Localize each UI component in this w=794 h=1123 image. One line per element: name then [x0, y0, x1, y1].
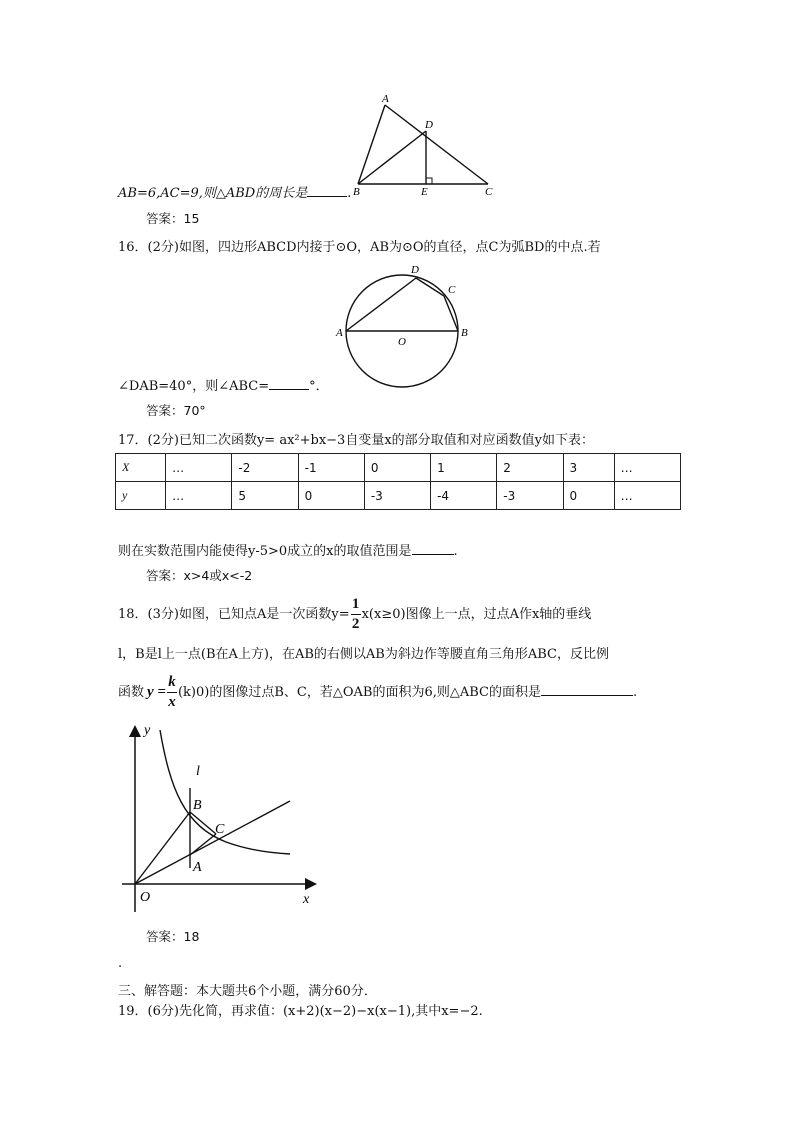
- q18-label-x: x: [303, 892, 310, 907]
- section3-heading: 三、解答题：本大题共6个小题，满分60分．: [118, 984, 377, 999]
- table-cell: …: [166, 482, 232, 510]
- table-cell: -3: [364, 482, 430, 510]
- q18-label-l: l: [196, 764, 200, 779]
- q18-label-A: A: [193, 860, 202, 875]
- q17-question-end: .: [453, 544, 458, 559]
- q18-fraction-k-over-x: [167, 675, 177, 710]
- table-cell: 0: [298, 482, 364, 510]
- table-cell: y: [116, 482, 166, 510]
- q16-line2-b: °．: [309, 379, 329, 394]
- q17-value-table: [115, 453, 681, 510]
- q18-line1-a: 18．(3分)如图，已知点A是一次函数y=: [118, 607, 350, 622]
- q16-answer-blank: [269, 377, 309, 390]
- q18-label-B: B: [193, 798, 202, 813]
- q18-fraction-half: [351, 597, 361, 632]
- q19-stem: 19．(6分)先化简，再求值：(x+2)(x−2)−x(x−1),其中x=−2.: [118, 1004, 483, 1019]
- q18-answer: 答案：18: [146, 929, 200, 944]
- q17-question: 则在实数范围内能使得y-5>0成立的x的取值范围是: [118, 544, 412, 559]
- table-cell: -1: [298, 454, 364, 482]
- q18-line3-end: .: [632, 685, 638, 700]
- table-cell: X: [116, 454, 166, 482]
- q15-answer-blank: [307, 184, 347, 197]
- q18-line3-b: (k)0)的图像过点B、C，若△OAB的面积为6,则△ABC的面积是: [177, 685, 541, 700]
- q18-line3: [118, 675, 637, 710]
- q15-label-C: C: [485, 186, 493, 198]
- table-cell: 0: [563, 482, 614, 510]
- q16-circle-figure: [335, 257, 475, 392]
- table-row: [116, 482, 681, 510]
- q16-label-O: O: [398, 336, 406, 348]
- q18-frac2-num: k: [168, 674, 176, 690]
- table-cell: 3: [563, 454, 614, 482]
- q16-line2-a: ∠DAB=40°，则∠ABC=: [118, 379, 270, 394]
- table-cell: -2: [232, 454, 298, 482]
- q15-label-D: D: [425, 119, 433, 131]
- q17-stem: 17．(2分)已知二次函数y= ax²+bx−3自变量x的部分取值和对应函数值y如下表：: [118, 433, 595, 448]
- table-cell: …: [614, 482, 680, 510]
- q15-answer: 答案：15: [146, 211, 200, 226]
- q18-line3-y: y =: [147, 684, 166, 700]
- q16-stem-line2: [118, 375, 329, 394]
- table-cell: 0: [364, 454, 430, 482]
- q18-frac1-den: 2: [351, 616, 360, 632]
- table-cell: …: [166, 454, 232, 482]
- q18-label-y: y: [144, 723, 151, 738]
- q18-line1-b: x(x≥0)图像上一点，过点A作x轴的垂线: [361, 607, 592, 622]
- q15-condition: AB=6,AC=9,则△ABD的周长是: [118, 186, 308, 201]
- table-cell: 1: [431, 454, 497, 482]
- q18-frac2-den: x: [168, 694, 176, 710]
- q16-label-A: A: [336, 327, 343, 339]
- q18-frac1-num: 1: [351, 596, 360, 612]
- q17-answer: 答案：x>4或x<-2: [146, 568, 253, 583]
- q16-label-B: B: [461, 327, 468, 339]
- q16-label-D: D: [411, 264, 419, 276]
- q18-line2: l，B是l上一点(B在A上方)，在AB的右侧以AB为斜边作等腰直角三角形ABC，反比例: [118, 647, 609, 662]
- q18-line1: [118, 597, 591, 632]
- table-cell: -3: [497, 482, 563, 510]
- q18-graph-figure: [118, 718, 323, 918]
- q17-question-line: [118, 540, 458, 559]
- q16-stem-line1: 16．(2分)如图，四边形ABCD内接于⊙O，AB为⊙O的直径，点C为弧BD的中点.若: [118, 240, 601, 255]
- table-cell: …: [614, 454, 680, 482]
- table-row: [116, 454, 681, 482]
- q18-label-O: O: [140, 890, 151, 905]
- q18-answer-blank: [541, 683, 633, 696]
- table-cell: 5: [232, 482, 298, 510]
- q16-answer: 答案：70°: [146, 403, 206, 418]
- q15-label-E: E: [421, 186, 428, 198]
- q16-label-C: C: [448, 284, 456, 296]
- table-cell: -4: [431, 482, 497, 510]
- q18-label-C: C: [215, 822, 225, 837]
- q15-label-B: B: [353, 186, 360, 198]
- q15-condition-line: AB=6,AC=9,则△ABD的周长是 .: [118, 186, 352, 201]
- table-cell: 2: [497, 454, 563, 482]
- q17-answer-blank: [412, 542, 454, 555]
- stray-dot: .: [118, 956, 123, 971]
- q18-line3-a: 函数: [118, 685, 145, 700]
- q15-triangle-figure: [345, 92, 505, 200]
- q15-label-A: A: [382, 93, 389, 105]
